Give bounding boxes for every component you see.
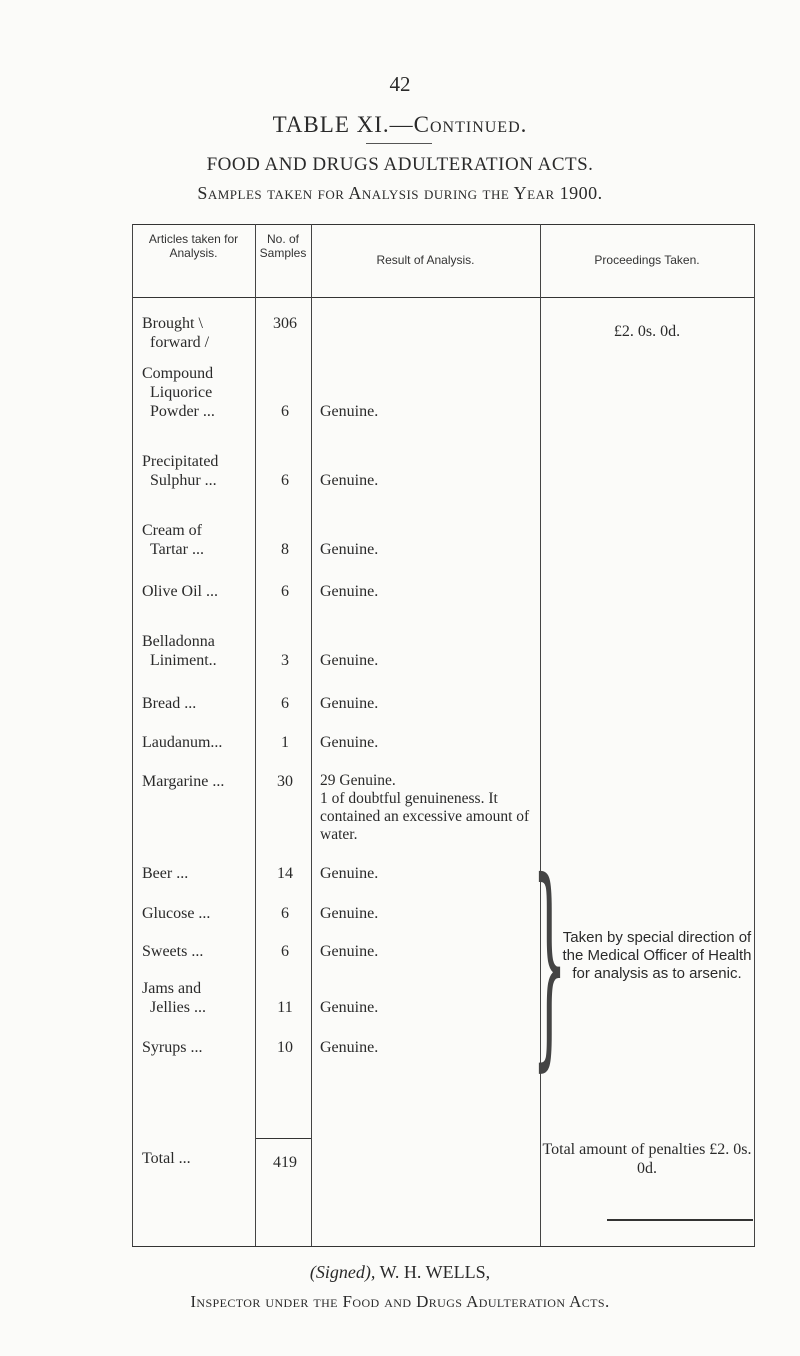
total-label: Total ... [142, 1150, 191, 1167]
acts-title: FOOD AND DRUGS ADULTERATION ACTS. [206, 154, 594, 175]
table-title [0, 112, 800, 138]
article-bread: Bread ... [142, 695, 197, 712]
result-glucose: Genuine. [320, 905, 379, 922]
signature-line [0, 1262, 800, 1283]
article-sweets: Sweets ... [142, 943, 204, 960]
samples-precipitated-sulphur: 6 [281, 472, 289, 489]
result-compound-liquorice: Genuine. [320, 403, 379, 420]
page-number: 42 [389, 72, 411, 96]
result-laudanum: Genuine. [320, 734, 379, 751]
samples-laudanum: 1 [281, 734, 289, 751]
samples-cream-of-tartar: 8 [281, 541, 289, 558]
samples-sweets: 6 [281, 943, 289, 960]
samples-beer: 14 [277, 865, 293, 882]
samples-subtitle: Samples taken for Analysis during the Year 1900. [197, 183, 603, 203]
samples-brought-forward: 306 [273, 315, 297, 332]
table-title-continued: —Continued. [389, 112, 528, 137]
samples-margarine: 30 [277, 773, 293, 790]
samples-compound-liquorice: 6 [281, 403, 289, 420]
header-samples: No. of Samples [259, 232, 307, 260]
table-top-rule [132, 224, 755, 225]
result-belladonna-liniment: Genuine. [320, 652, 379, 669]
result-bread: Genuine. [320, 695, 379, 712]
article-glucose: Glucose ... [142, 905, 211, 922]
table-title-main: TABLE XI. [272, 112, 390, 137]
title-divider [366, 143, 432, 144]
table-left-border [132, 224, 133, 1246]
column-divider-3 [540, 224, 541, 1246]
header-proceedings: Proceedings Taken. [594, 253, 700, 267]
samples-jams-and-jellies: 11 [277, 999, 293, 1016]
article-belladonna-liniment: Belladonna Liniment.. [142, 633, 217, 669]
result-margarine: 29 Genuine. 1 of doubtful genuineness. It contained an excessive amount of water. [320, 772, 530, 843]
result-cream-of-tartar: Genuine. [320, 541, 379, 558]
total-penalties: Total amount of penalties £2. 0s. 0d. [542, 1141, 752, 1177]
total-rule [255, 1138, 311, 1139]
samples-belladonna-liniment: 3 [281, 652, 289, 669]
header-articles: Articles taken for Analysis. [148, 232, 239, 260]
samples-olive-oil: 6 [281, 583, 289, 600]
article-laudanum: Laudanum... [142, 734, 223, 751]
article-beer: Beer ... [142, 865, 189, 882]
header-result: Result of Analysis. [376, 253, 475, 267]
result-beer: Genuine. [320, 865, 379, 882]
article-jams-and-jellies: Jams and Jellies ... [142, 980, 206, 1016]
result-syrups: Genuine. [320, 1039, 379, 1056]
right-brace: } [532, 834, 567, 1090]
signatory-name: W. H. WELLS, [379, 1262, 491, 1282]
signed-label: (Signed), [309, 1262, 376, 1282]
result-sweets: Genuine. [320, 943, 379, 960]
total-samples: 419 [273, 1154, 297, 1171]
table-right-border [754, 224, 755, 1246]
article-brought-forward: Brought \ forward / [142, 315, 210, 351]
adulteration-table [132, 224, 755, 1249]
article-margarine: Margarine ... [142, 773, 225, 790]
signatory-title: Inspector under the Food and Drugs Adulteration Acts. [190, 1292, 610, 1311]
result-jams-and-jellies: Genuine. [320, 999, 379, 1016]
header-bottom-rule [132, 297, 755, 298]
article-precipitated-sulphur: Precipitated Sulphur ... [142, 453, 219, 489]
article-compound-liquorice: Compound Liquorice Powder ... [142, 365, 215, 420]
result-precipitated-sulphur: Genuine. [320, 472, 379, 489]
proceedings-arsenic-note: Taken by special direction of the Medical Officer of Health for analysis as to arsenic. [562, 929, 752, 982]
samples-glucose: 6 [281, 905, 289, 922]
samples-bread: 6 [281, 695, 289, 712]
penalties-underline [607, 1219, 753, 1221]
samples-syrups: 10 [277, 1039, 293, 1056]
result-olive-oil: Genuine. [320, 583, 379, 600]
proceedings-brought-forward: £2. 0s. 0d. [613, 323, 681, 340]
article-olive-oil: Olive Oil ... [142, 583, 218, 600]
article-syrups: Syrups ... [142, 1039, 203, 1056]
table-bottom-rule [132, 1246, 755, 1247]
article-cream-of-tartar: Cream of Tartar ... [142, 522, 204, 558]
